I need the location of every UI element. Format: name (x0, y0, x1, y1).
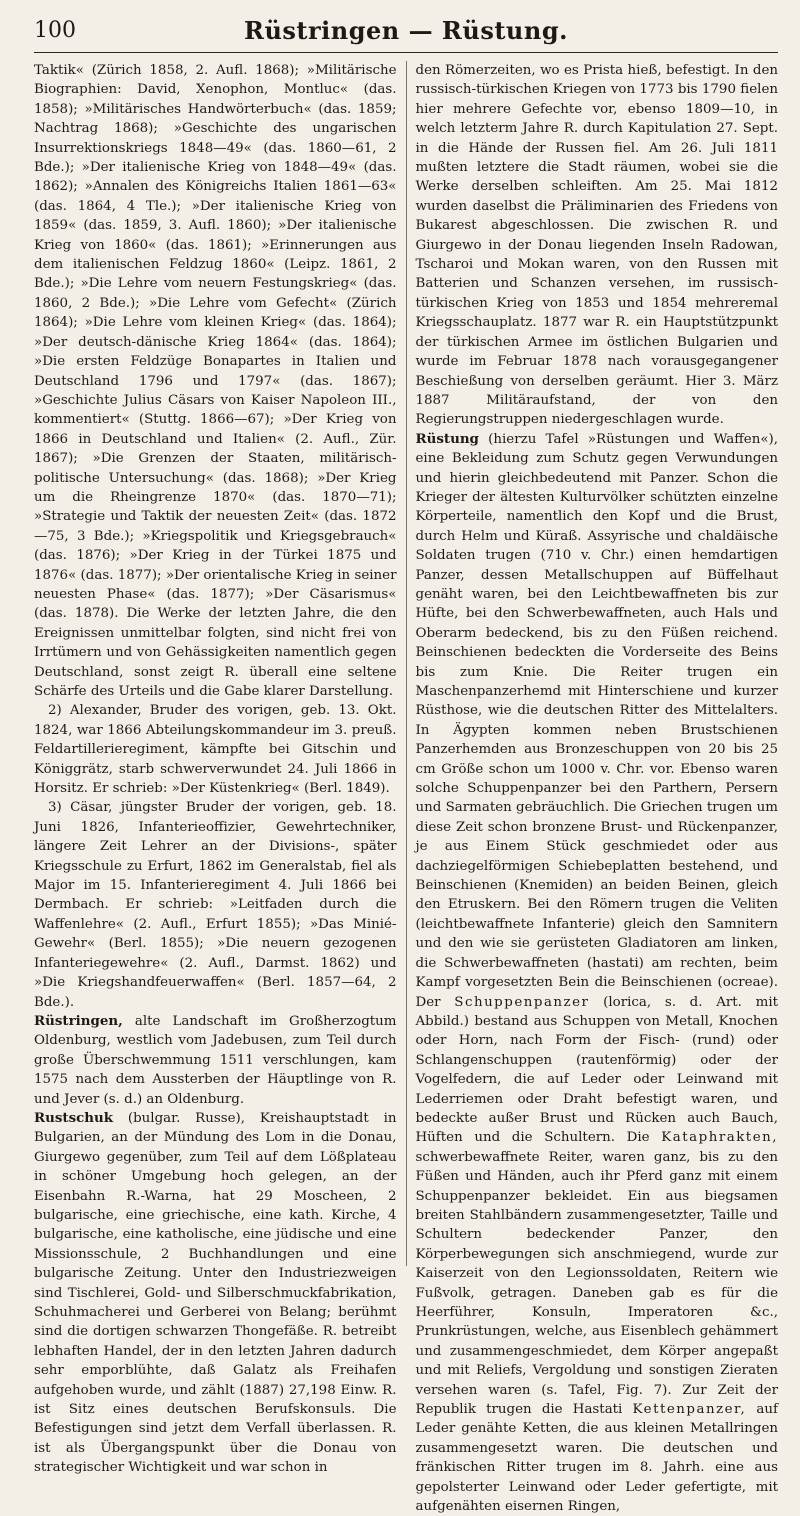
entry-text: (bulgar. Russe), Kreishauptstadt in Bulgarien, an der Mündung des Lom in die Donau, Giurgewo gegenüber, zum Teil auf dem Lößplateau in schöner Umgebung hoch gelegen, an der Eisenbahn R.-Warna, hat 29 Moscheen, 2 bulgarische, eine griechische, eine kath. Kirche, 4 bulgarische, eine katholische, eine jüdische und eine Missionsschule, 2 Buchhandlungen und eine bulgarische Zeitung. Unter den Industriezweigen sind Tischlerei, Gold- und Silberschmuckfabrikation, Schuhmacherei und Gerberei von Belang; berühmt sind die dortigen schwarzen Thongefäße. R. betreibt lebhaften Handel, der in den letzten Jahren dadurch sehr emporblühte, daß Galatz als Freihafen aufgehoben wurde, und zählt (1887) 27,198 Einw. R. ist Sitz eines deutschen Berufskonsuls. Die Befestigungen sind jetzt dem Verfall überlassen. R. ist als Übergangspunkt über die Donau von strategischer Wichtigkeit und war schon in (34, 1110, 397, 1476)
entry-text: alte Landschaft im Großherzogtum Oldenburg, westlich vom Jadebusen, zum Teil durch große Überschwemmung 1511 verschlungen, kam 1575 nach dem Aussterben der Häuptlinge von R. und Jever (s. d.) an Oldenburg. (34, 1013, 397, 1107)
text-columns (34, 61, 778, 1515)
emphasis-term: Kataphrakten, (661, 1130, 778, 1146)
emphasis-term: Schuppenpanzer (454, 994, 590, 1010)
entry-text: (hierzu Tafel »Rüstungen und Waffen«), eine Bekleidung zum Schutz gegen Verwundungen und hierin gleichbedeutend mit Panzer. Schon die Krieger der ältesten Kulturvölker schützten einzelne Körperteile, namentlich den Kopf und die Brust, durch Helm und Küraß. Assyrische und chaldäische Soldaten trugen (710 v. Chr.) einen hemdartigen Panzer, dessen Metallschuppen auf Büffelhaut genäht waren, bei den Leichtbewaffneten bis zur Hüfte, bei den Schwerbewaffneten, auch Hals und Oberarm bedeckend, bis zu den Füßen reichend. Beinschienen bedeckten die Vorderseite des Beins bis zum Knie. Die Reiter trugen ein Maschenpanzerhemd mit Hinterschiene und kurzer Rüsthose, wie die deutschen Ritter des Mittelalters. In Ägypten kommen neben Brustschienen Panzerhemden aus Bronzeschuppen von 20 bis 25 cm Größe schon um 1000 v. Chr. vor. Ebenso waren solche Schuppenpanzer bei den Parthern, Persern und Sarmaten gebräuchlich. Die Griechen trugen um diese Zeit schon bronzene Brust- und Rückenpanzer, je aus Einem Stück geschmiedet oder aus dachziegelförmigen Schiebeplatten bestehend, und Beinschienen (Knemiden) an beiden Beinen, gleich den Etruskern. Bei den Römern trugen die Veliten (leichtbewaffnete Infanterie) gleich den Samnitern und den wie sie gerüsteten Gladiatoren am linken, die Schwerbewaffneten (hastati) am rechten, beim Kampf vorgesetzten Bein die Beinschienen (ocreae). Der (415, 431, 778, 1010)
running-title: Rüstringen — Rüstung. (244, 16, 568, 45)
emphasis-term: Kettenpanzer, (632, 1402, 747, 1418)
entry-ruestung (416, 430, 779, 1516)
paragraph-rustschuk-continued: den Römerzeiten, wo es Prista hieß, befestigt. In den russisch-türkischen Kriegen von 1773 bis 1790 fielen hier mehrere Gefechte vor, ebenso 1809—10, in welch letzterm Jahre R. durch Kapitulation 27. Sept. in die Hände der Russen fiel. Am 26. Juli 1811 mußten letztere die Stadt räumen, wobei sie die Werke derselben schleiften. Am 25. Mai 1812 wurden daselbst die Präliminarien des Friedens von Bukarest abgeschlossen. Die zwischen R. und Giurgewo in der Donau liegenden Inseln Radowan, Tscharoi und Mokan waren, von den Russen mit Batterien und Schanzen versehen, im russisch-türkischen Krieg von 1853 und 1854 mehreremal Kriegsschauplatz. 1877 war R. ein Hauptstützpunkt der türkischen Armee im östlichen Bulgarien und wurde im Februar 1878 nach vorausgegangener Beschießung von derselben geräumt. Hier 3. März 1887 Militäraufstand, der von den Regierungstruppen niedergeschlagen wurde. (415, 63, 778, 428)
entry-text: schwerbewaffnete Reiter, waren ganz, bis zu den Füßen und Händen, auch ihr Pferd ganz mit einem Schuppenpanzer bekleidet. Ein aus biegsamen breiten Stahlbändern zusammengesetzter, Taille und Schultern bedeckender Panzer, den Körperbewegungen sich anschmiegend, wurde zur Kaiserzeit von den Legionssoldaten, Reitern wie Fußvolk, getragen. Daneben gab es für die Heerführer, Konsuln, Imperatoren &c., Prunkrüstungen, welche, aus Eisenblech gehämmert und zusammengeschmiedet, dem Körper angepaßt und mit Reliefs, Vergoldung und sonstigen Zieraten versehen waren (s. Tafel, Fig. 7). Zur Zeit der Republik trugen die Hastati (415, 1149, 778, 1418)
entry-headword: Rustschuk (34, 1109, 114, 1126)
page-header (34, 12, 778, 53)
entry-text: (lorica, s. d. Art. mit Abbild.) bestand aus Schuppen von Metall, Knochen oder Horn, nach Form der Fisch- (rund) oder Schlangenschuppen (rautenförmig) oder der Vogelfedern, die auf Leder oder Leinwand mit Lederriemen oder Draht befestigt waren, und bedeckte außer Brust und Rücken auch Bauch, Hüften und die Schultern. Die (415, 994, 778, 1146)
paragraph-biography-works: Taktik« (Zürich 1858, 2. Aufl. 1868); »Militärische Biographien: David, Xenophon, Montluc« (das. 1858); »Militärisches Handwörterbuch« (das. 1859; Nachtrag 1868); »Geschichte des ungarischen Insurrektionskriegs 1848—49« (das. 1860—61, 2 Bde.); »Der italienische Krieg von 1848—49« (das. 1862); »Annalen des Königreichs Italien 1861—63« (das. 1864, 4 Tle.); »Der italienische Krieg von 1859« (das. 1859, 3. Aufl. 1860); »Der italienische Krieg von 1860« (das. 1861); »Erinnerungen aus dem italienischen Feldzug 1860« (Leipz. 1861, 2 Bde.); »Die Lehre vom neuern Festungskrieg« (das. 1860, 2 Bde.); »Die Lehre vom Gefecht« (Zürich 1864); »Die Lehre vom kleinen Krieg« (das. 1864); »Der deutsch-dänische Krieg 1864« (das. 1864); »Die ersten Feldzüge Bonapartes in Italien und Deutschland 1796 und 1797« (das. 1867); »Geschichte Julius Cäsars von Kaiser Napoleon III., kommentiert« (Stuttg. 1866—67); »Der Krieg von 1866 in Deutschland und Italien« (2. Aufl., Zür. 1867); »Die Grenzen der Staaten, militärisch-politische Untersuchung« (das. 1868); »Der Krieg um die Rheingrenze 1870« (das. 1870—71); »Strategie und Taktik der neuesten Zeit« (das. 1872—75, 3 Bde.); »Kriegspolitik und Kriegsgebrauch« (das. 1876); »Der Krieg in der Türkei 1875 und 1876« (das. 1877); »Der orientalische Krieg in seiner neuesten Phase« (das. 1877); »Der Cäsarismus« (das. 1878). Die Werke der letzten Jahre, die den Ereignissen unmittelbar folgten, sind nicht frei von Irrtümern und von Gehässigkeiten namentlich gegen Deutschland, sonst zeigt R. überall eine seltene Schärfe des Urteils und die Gabe klarer Darstellung. (34, 63, 397, 699)
page-number: 100 (34, 18, 76, 43)
paragraph-alexander: 2) Alexander, Bruder des vorigen, geb. 13. Okt. 1824, war 1866 Abteilungskommandeur im 3. preuß. Feldartillerieregiment, kämpfte bei Gitschin und Königgrätz, starb schwerverwundet 24. Juli 1866 in Horsitz. Er schrieb: »Der Küstenkrieg« (Berl. 1849). (34, 703, 397, 797)
entry-headword: Rüstringen, (34, 1012, 123, 1029)
entry-rustschuk (34, 1109, 397, 1478)
right-column (406, 61, 779, 1515)
left-column (34, 61, 406, 1476)
entry-text: auf Leder genähte Ketten, die aus kleinen Metallringen zusammengesetzt waren. Die deutschen und fränkischen Ritter trugen im 8. Jahrh. eine aus gepolsterter Leinwand oder Leder gefertigte, mit aufgenähten eisernen Ringen, (415, 1402, 778, 1515)
entry-headword: Rüstung (415, 430, 479, 447)
paragraph-caesar: 3) Cäsar, jüngster Bruder der vorigen, geb. 18. Juni 1826, Infanterieoffizier, Gewehrtechniker, längere Zeit Lehrer an der Divisions-, später Kriegsschule zu Erfurt, 1862 im Generalstab, fiel als Major im 15. Infanterieregiment 4. Juli 1866 bei Dermbach. Er schrieb: »Leitfaden durch die Waffenlehre« (2. Aufl., Erfurt 1855); »Das Minié-Gewehr« (Berl. 1855); »Die neuern gezogenen Infanteriegewehre« (2. Aufl., Darmst. 1862) und »Die Kriegshandfeuerwaffen« (Berl. 1857—64, 2 Bde.). (34, 800, 397, 1010)
entry-ruestringen (34, 1012, 397, 1109)
